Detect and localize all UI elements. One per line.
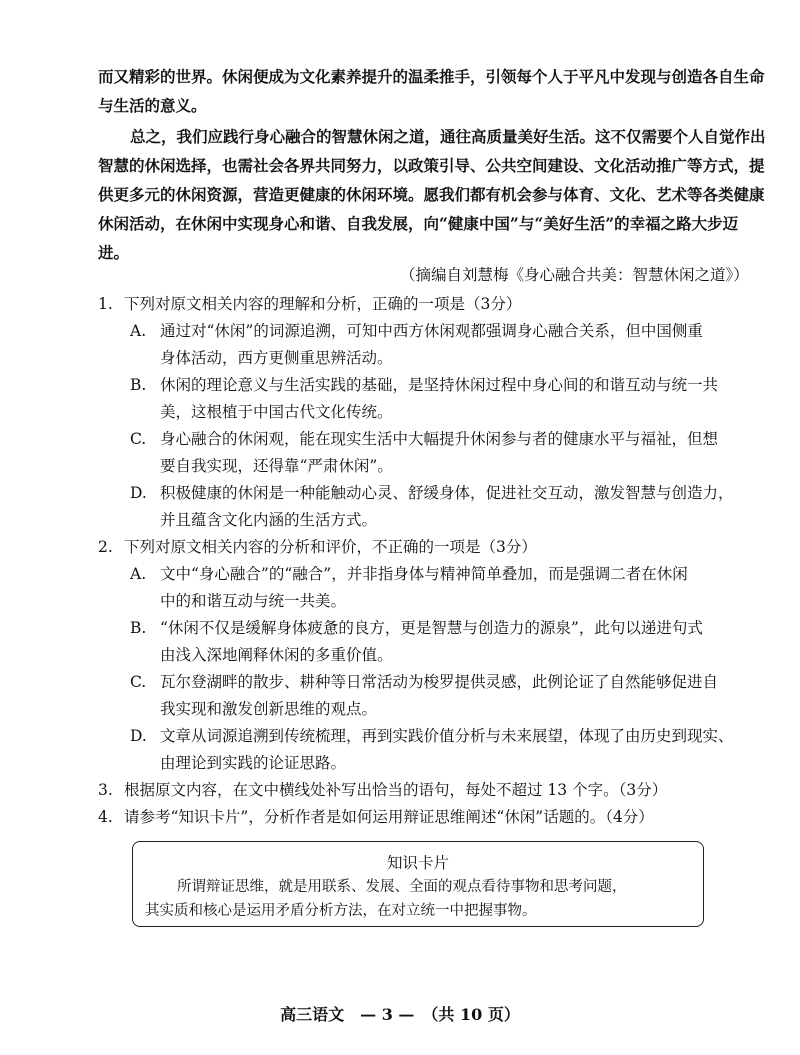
question-number: 1. xyxy=(98,295,113,313)
option-text: 由理论到实践的论证思路。 xyxy=(160,754,347,772)
option-text: 并且蕴含文化内涵的生活方式。 xyxy=(160,511,378,529)
option-text: 瓦尔登湖畔的散步、耕种等日常活动为梭罗提供灵感，此例论证了自然能够促进自 xyxy=(160,673,719,691)
question-stem: 下列对原文相关内容的分析和评价，不正确的一项是（3分） xyxy=(124,538,537,556)
option-text: 文中“身心融合”的“融合”，并非指身体与精神简单叠加，而是强调二者在休闲 xyxy=(160,565,688,583)
option-text: 由浅入深地阐释休闲的多重价值。 xyxy=(160,646,393,664)
option-text: 文章从词源追溯到传统梳理，再到实践价值分析与未来展望，体现了由历史到现实、 xyxy=(160,727,734,745)
knowledge-card-line: 其实质和核心是运用矛盾分析方法，在对立统一中把握事物。 xyxy=(145,903,537,919)
passage-source: （摘编自刘慧梅《身心融合共美：智慧休闲之道》） xyxy=(400,266,749,284)
option-text: 我实现和激发创新思维的观点。 xyxy=(160,700,378,718)
option-label: D. xyxy=(130,484,147,502)
passage-line: 智慧的休闲选择，也需社会各界共同努力，以政策引导、公共空间建设、文化活动推广等方式，提 xyxy=(98,156,765,175)
option-text: 身心融合的休闲观，能在现实生活中大幅提升休闲参与者的健康水平与福祉，但想 xyxy=(160,430,719,448)
option-text: “休闲不仅是缓解身体疲惫的良方，更是智慧与创造力的源泉”，此句以递进句式 xyxy=(160,619,703,637)
option-label: B. xyxy=(130,376,147,394)
option-text: 积极健康的休闲是一种能触动心灵、舒缓身体，促进社交互动，激发智慧与创造力， xyxy=(160,484,734,502)
question-number: 2. xyxy=(98,538,113,556)
option-label: B. xyxy=(130,619,147,637)
passage-line: 休闲活动，在休闲中实现身心和谐、自我发展，向“健康中国”与“美好生活”的幸福之路大步迈 xyxy=(98,214,739,233)
passage-line: 与生活的意义。 xyxy=(98,96,207,115)
passage-line: 而又精彩的世界。休闲便成为文化素养提升的温柔推手，引领每个人于平凡中发现与创造各自生命 xyxy=(98,67,765,86)
passage-line: 进。 xyxy=(98,243,130,262)
option-text: 身体活动，西方更侧重思辨活动。 xyxy=(160,349,393,367)
question-number: 4. xyxy=(98,808,113,826)
option-label: D. xyxy=(130,727,147,745)
question-stem: 请参考“知识卡片”，分析作者是如何运用辩证思维阐述“休闲”话题的。（4分） xyxy=(124,808,654,826)
question-stem: 下列对原文相关内容的理解和分析，正确的一项是（3分） xyxy=(124,295,522,313)
option-text: 中的和谐互动与统一共美。 xyxy=(160,592,347,610)
page-footer: 高三语文 — 3 — （共 10 页） xyxy=(280,1005,520,1024)
question-stem: 根据原文内容，在文中横线处补写出恰当的语句，每处不超过 13 个字。（3分） xyxy=(124,781,668,799)
option-label: C. xyxy=(130,673,147,691)
option-text: 要自我实现，还得靠“严肃休闲”。 xyxy=(160,457,393,475)
passage-line: 供更多元的休闲资源，营造更健康的休闲环境。愿我们都有机会参与体育、文化、艺术等各类健康 xyxy=(98,185,765,204)
knowledge-card xyxy=(132,841,704,927)
question-number: 3. xyxy=(98,781,113,799)
option-text: 美，这根植于中国古代文化传统。 xyxy=(160,403,393,421)
knowledge-card-title: 知识卡片 xyxy=(386,854,449,872)
knowledge-card-line: 所谓辩证思维，就是用联系、发展、全面的观点看待事物和思考问题， xyxy=(177,879,627,895)
option-label: C. xyxy=(130,430,147,448)
option-label: A. xyxy=(130,565,147,583)
option-label: A. xyxy=(130,322,147,340)
option-text: 休闲的理论意义与生活实践的基础，是坚持休闲过程中身心间的和谐互动与统一共 xyxy=(160,376,719,394)
option-text: 通过对“休闲”的词源追溯，可知中西方休闲观都强调身心融合关系，但中国侧重 xyxy=(160,322,703,340)
passage-line: 总之，我们应践行身心融合的智慧休闲之道，通往高质量美好生活。这不仅需要个人自觉作出 xyxy=(130,127,766,146)
